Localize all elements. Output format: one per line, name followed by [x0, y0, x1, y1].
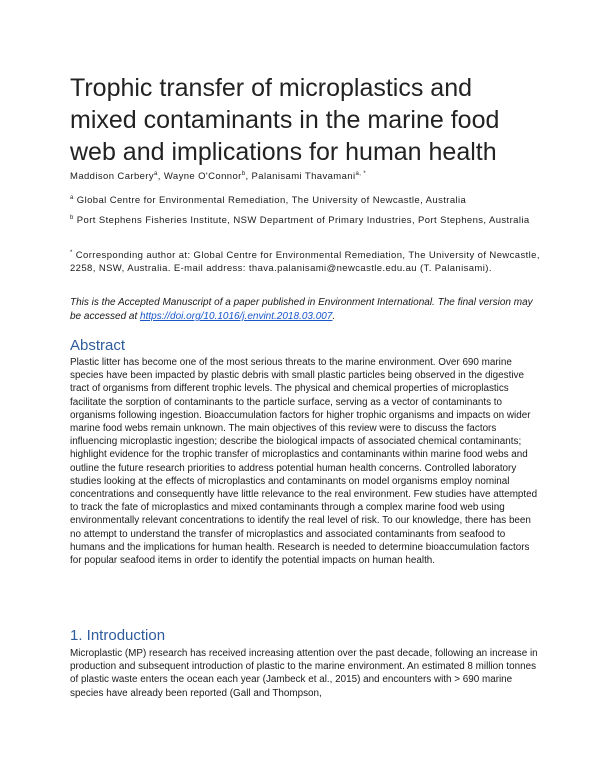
author-name: Palanisami Thavamani [251, 171, 356, 182]
introduction-text: Microplastic (MP) research has received increasing attention over the past decade, following an increase in production and subsequent introduction of plastic to the marine environment. An estimated 8 million tonnes of plastic waste enters the ocean each year (Jambeck et al., 2015) and encounters with > 690 marine species have already been reported (Gall and Thompson, [70, 648, 538, 699]
affiliation-mark: b [70, 214, 74, 221]
author-affiliation-mark: a [154, 170, 158, 177]
author-name: Maddison Carbery [70, 171, 155, 182]
affiliation-b [70, 214, 540, 227]
affiliation-text: Port Stephens Fisheries Institute, NSW Department of Primary Industries, Port Stephens, Australia [76, 215, 530, 226]
affiliation-a [70, 194, 540, 207]
abstract-heading: Abstract [70, 337, 126, 354]
author-affiliation-mark: b [241, 170, 246, 177]
corresponding-author [70, 249, 540, 275]
affiliation-mark: * [70, 249, 73, 256]
doi-link[interactable]: https://doi.org/10.1016/j.envint.2018.03.007 [140, 311, 333, 322]
manuscript-note [70, 296, 540, 324]
introduction-heading: 1. Introduction [70, 627, 166, 644]
affiliation-mark: a [70, 194, 74, 201]
paper-title: Trophic transfer of microplastics and mixed contaminants in the marine food web and implications for human health [70, 74, 500, 166]
author-affiliation-mark: a, * [355, 170, 367, 177]
corresponding-author-text: Corresponding author at: Global Centre for Environmental Remediation, The University of Newcastle, 2258, NSW, Australia. E-mail address: thava.palanisami@newcastle.edu.au (T. Palanisami). [70, 250, 540, 274]
affiliation-text: Global Centre for Environmental Remediation, The University of Newcastle, Australia [76, 195, 467, 206]
author-list: Maddison Carbery$^a$, Wayne O'Connor$^b$, Palanisami Thavamani$^{a, *}$ [70, 170, 367, 182]
manuscript-note-end: . [332, 311, 336, 322]
abstract-text: Plastic litter has become one of the most serious threats to the marine environment. Over 690 marine species have been impacted by plastic debris with small plastic particles being observed in the digestive tract of organisms from different trophic levels. The physical and chemical properties of microplastics facilitate the sorption of contaminants to the particle surface, serving as a vector of contaminants to organisms following ingestion. Bioaccumulation factors for higher trophic organisms and impacts on wider marine food webs remain unknown. The main objectives of this review were to discuss the factors influencing microplastic ingestion; describe the biological impacts of associated chemical contaminants; highlight evidence for the trophic transfer of microplastics and contaminants within marine food webs and outline the future research priorities to address potential human health concerns. Controlled laboratory studies looking at the effects of microplastics and contaminants on model organisms employ nominal concentrations and consequently have little relevance to the real environment. Few studies have attempted to track the fate of microplastics and mixed contaminants through a complex marine food web using environmentally relevant concentrations to identify the real level of risk. To our knowledge, there has been no attempt to understand the transfer of microplastics and associated contaminants from seafood to humans and the implications for human health. Research is needed to determine bioaccumulation factors for popular seafood items in order to identify the potential impacts on human health. [70, 357, 538, 567]
manuscript-note-text: This is the Accepted Manuscript of a paper published in Environment International. The final version may be accessed at [70, 297, 533, 322]
author-name: Wayne O'Connor [163, 171, 242, 182]
